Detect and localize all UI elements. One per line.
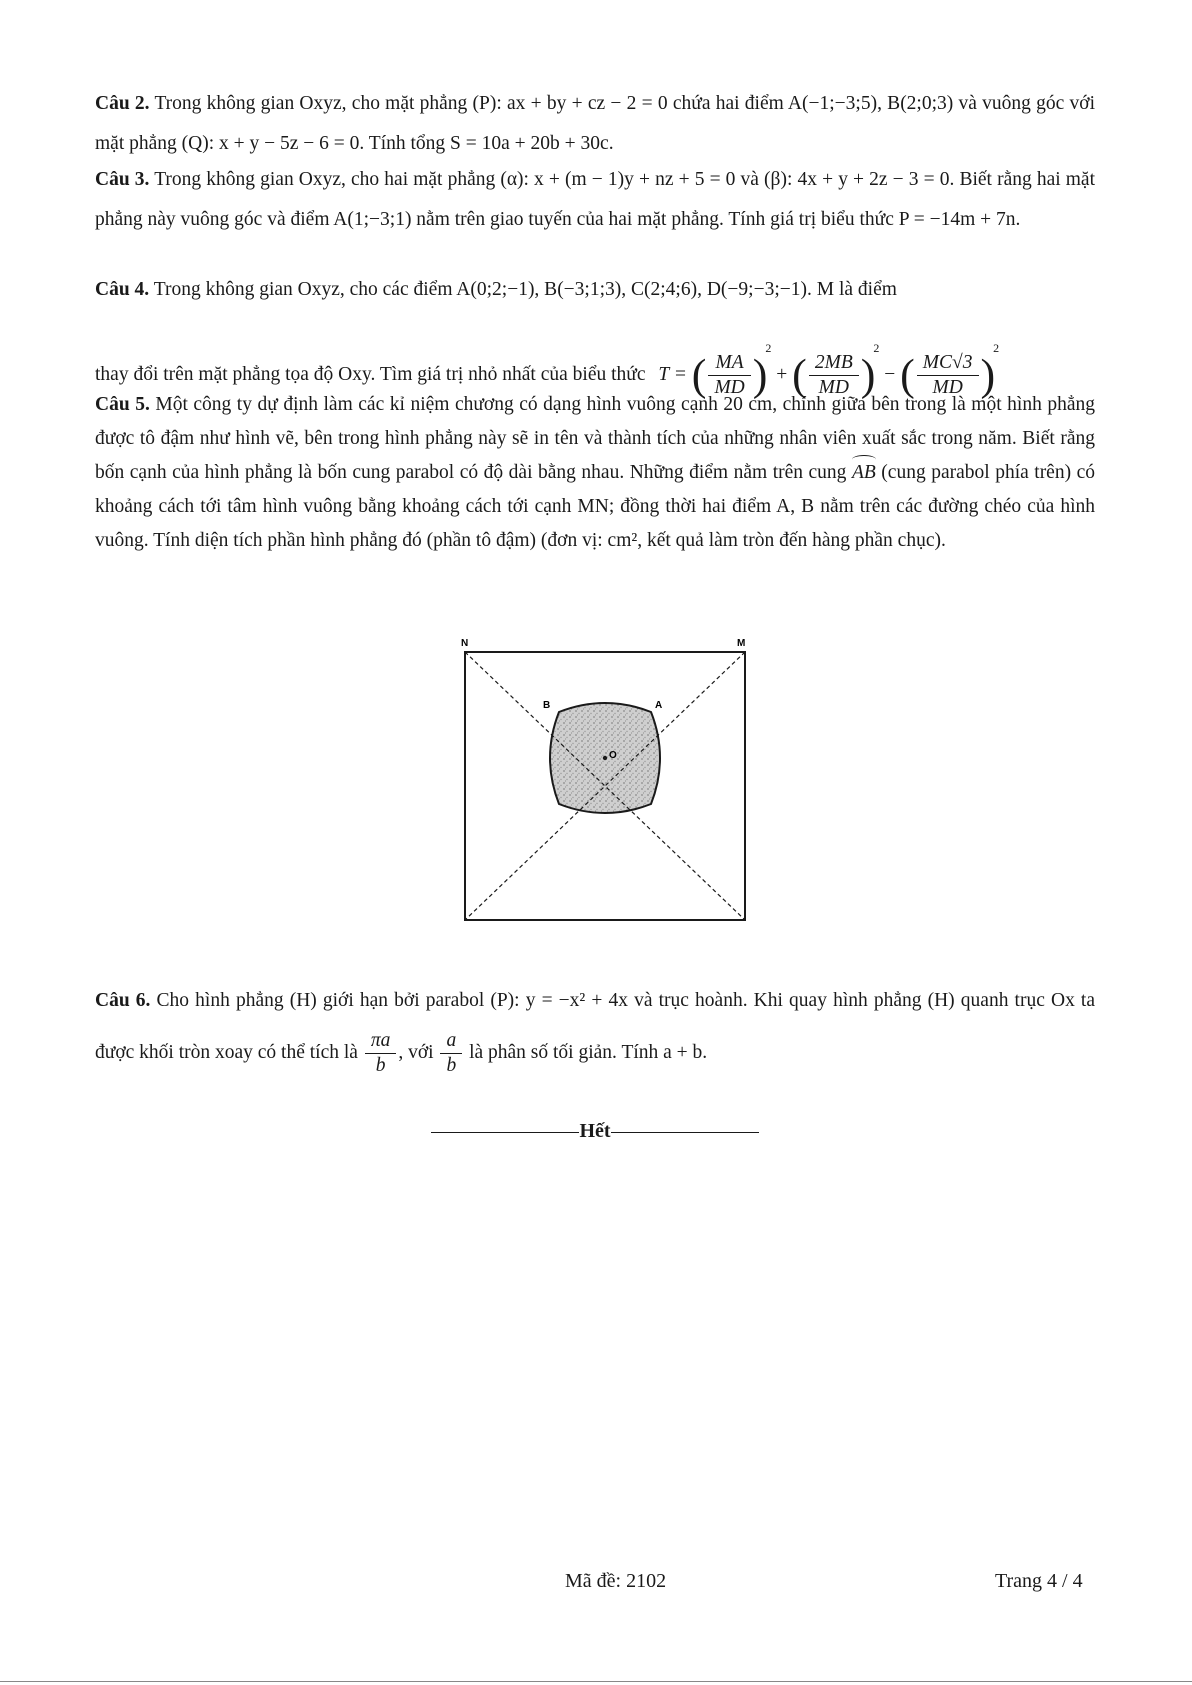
formula-lhs: T = — [658, 364, 687, 385]
question-2-text: Trong không gian Oxyz, cho mặt phẳng (P): ax + by + cz − 2 = 0 chứa hai điểm A(−1;−3;5), B(2;0;3) và vuông góc với mặt phẳng (Q): x + y − 5z − 6 = 0. Tính tổng S = 10a + 20b + 30c. — [95, 93, 1095, 154]
label-b: B — [543, 700, 551, 711]
question-6-label: Câu 6. — [95, 990, 151, 1011]
label-m: M — [737, 638, 746, 649]
question-4 — [95, 270, 1095, 310]
question-4-formula-line: thay đổi trên mặt phẳng tọa độ Oxy. Tìm giá trị nhỏ nhất của biểu thức T = ( $\frac{MA}{MD}$ )$^2$ + ( $\frac{2MB}{MD}$ )$^2$ − ( $\frac{MC√3}{MD}$ )$^2$ — [95, 341, 1000, 400]
fraction-ma-md: $\frac{MA}{MD}$ — [708, 351, 750, 400]
label-n: N — [461, 638, 469, 649]
question-4-text-a: Trong không gian Oxyz, cho các điểm A(0;2;−1), B(−3;1;3), C(2;4;6), D(−9;−3;−1). M là điểm — [153, 279, 897, 300]
question-5-text-a: Một công ty dự định làm các kỉ niệm chương có dạng hình vuông cạnh 20 cm, chính giữa bên trong là một hình phẳng được tô đậm như hình vẽ, bên trong hình phẳng này sẽ in tên và thành tích của những nhân viên xuất sắc trong năm. Biết rằng bốn cạnh của hình phẳng là bốn cung parabol có độ dài bằng nhau. Những điểm nằm trên cung — [95, 394, 1096, 483]
question-5 — [95, 388, 1095, 558]
label-o: O — [609, 750, 617, 761]
question-2-label: Câu 2. — [95, 93, 150, 114]
arc-ab: AB — [852, 456, 876, 490]
question-3 — [95, 160, 1095, 240]
medal-figure — [455, 632, 755, 932]
end-label: Hết — [579, 1120, 611, 1142]
fraction-a-b: $\frac{a}{b}$ — [440, 1029, 462, 1078]
question-3-text: Trong không gian Oxyz, cho hai mặt phẳng (α): x + (m − 1)y + nz + 5 = 0 và (β): 4x + y + 2z − 3 = 0. Biết rằng hai mặt phẳng này vuông góc và điểm A(1;−3;1) nằm trên giao tuyến của hai mặt phẳng. Tính giá trị biểu thức P = −14m + 7n. — [95, 169, 1096, 230]
fraction-2mb-md: $\frac{2MB}{MD}$ — [809, 351, 859, 400]
question-2 — [95, 84, 1095, 164]
fraction-mc-sqrt3-md: $\frac{MC√3}{MD}$ — [917, 351, 979, 400]
question-6: Câu 6. Cho hình phẳng (H) giới hạn bởi parabol (P): y = −x² + 4x và trục hoành. Khi quay hình phẳng (H) quanh trục Ox ta được khối tròn xoay có thể tích là $\frac{\pi a}{b}$ , với $\frac{a}{b}$ là phân số tối giản. Tính a + b. — [95, 990, 1096, 1077]
page-number: Trang 4 / 4 — [995, 1570, 1083, 1592]
bottom-rule — [0, 1681, 1192, 1682]
label-a: A — [655, 700, 663, 711]
question-6-text-b: là phân số tối giản. Tính a + b. — [469, 1042, 708, 1063]
question-3-label: Câu 3. — [95, 169, 150, 190]
question-4-label: Câu 4. — [95, 279, 150, 300]
question-5-text-b: (cung parabol phía trên) có khoảng cách tới tâm hình vuông bằng khoảng cách tới cạnh MN; đồng thời hai điểm A, B nằm trên các đường chéo của hình vuông. Tính diện tích phần hình phẳng đó (phần tô đậm) (đơn vị: cm², kết quả làm tròn đến hàng phần chục). — [95, 462, 1095, 551]
exam-code: Mã đề: 2102 — [565, 1570, 667, 1592]
question-6-text-a: Cho hình phẳng (H) giới hạn bởi parabol (P): y = −x² + 4x và trục hoành. Khi quay hình phẳng (H) quanh trục Ox ta được khối tròn xoay có thể tích là — [95, 990, 1096, 1063]
question-5-label: Câu 5. — [95, 394, 150, 415]
question-4-text-b: thay đổi trên mặt phẳng tọa độ Oxy. Tìm giá trị nhỏ nhất của biểu thức — [95, 364, 646, 385]
end-separator — [415, 1120, 775, 1143]
center-point — [603, 756, 607, 760]
fraction-pi-a-b: $\frac{\pi a}{b}$ — [365, 1029, 397, 1078]
